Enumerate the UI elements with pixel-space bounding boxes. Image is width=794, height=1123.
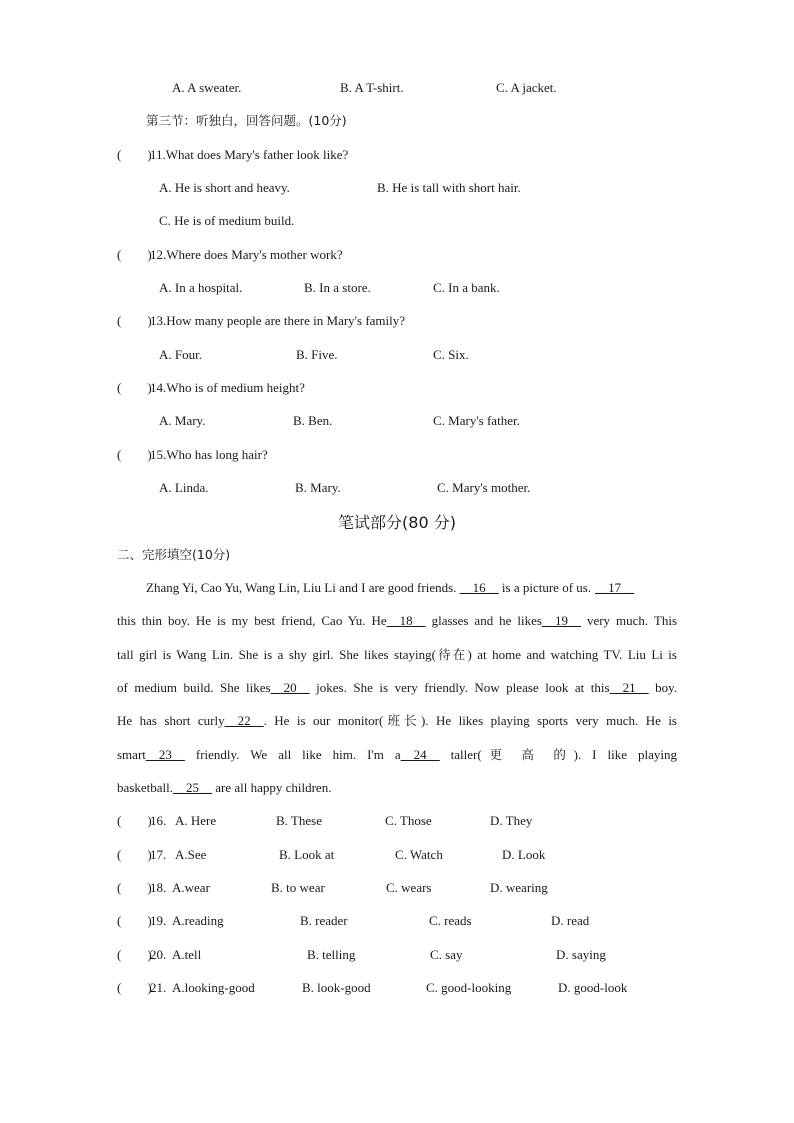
option-d: D. Look	[502, 847, 546, 862]
question-number: 19.	[150, 913, 167, 928]
answer-blank[interactable]: ( )	[117, 313, 152, 328]
answer-blank[interactable]: ( )	[117, 880, 152, 895]
question-number: 16.	[150, 813, 167, 828]
option-a: A. Linda.	[159, 480, 209, 495]
question-number: 20.	[150, 947, 167, 962]
passage-text: ). I like playing	[573, 747, 677, 762]
blank-25: __25__	[172, 780, 212, 795]
passage-line-1	[146, 580, 634, 596]
question-text: 15.Who has long hair?	[150, 447, 268, 462]
option-c: C. Watch	[395, 847, 443, 862]
question-number: 18.	[150, 880, 167, 895]
answer-blank[interactable]: ( )	[117, 947, 152, 962]
passage-line-5	[117, 713, 677, 729]
passage-text: are all happy children.	[211, 780, 332, 795]
blank-24: __24__	[400, 747, 440, 762]
answer-blank[interactable]: ( )	[117, 980, 152, 995]
answer-blank[interactable]: ( )	[117, 447, 152, 462]
blank-22: __22__	[224, 713, 264, 728]
option-d: D. saying	[556, 947, 606, 962]
option-a: A.tell	[172, 947, 202, 962]
option-b: B. Ben.	[293, 413, 333, 428]
blank-20: __20__	[270, 680, 310, 695]
passage-gloss: 待在	[435, 647, 468, 662]
answer-blank[interactable]: ( )	[117, 247, 152, 262]
option-d: D. They	[490, 813, 533, 828]
passage-text: friendly. We all like him. I'm a	[184, 747, 401, 762]
option-b: B. In a store.	[304, 280, 371, 295]
passage-text: is a picture of us.	[498, 580, 592, 595]
passage-text: Zhang Yi, Cao Yu, Wang Lin, Liu Li and I are good friends.	[146, 580, 460, 595]
written-section-title: 笔试部分(80 分)	[338, 513, 456, 532]
option-c: C. Six.	[433, 347, 469, 362]
option-b: B. Look at	[279, 847, 335, 862]
option-a: A. He is short and heavy.	[159, 180, 290, 195]
blank-21: __21__	[609, 680, 649, 695]
option-a: A.reading	[172, 913, 224, 928]
passage-text: very much. This	[580, 613, 677, 628]
option-b: B. look-good	[302, 980, 371, 995]
q10-option-a: A. A sweater.	[172, 80, 242, 95]
passage-text: He has short curly	[117, 713, 225, 728]
q10-option-b: B. A T-shirt.	[340, 80, 404, 95]
blank-18: __18__	[386, 613, 426, 628]
option-b: B. These	[276, 813, 322, 828]
option-c: C. reads	[429, 913, 472, 928]
option-a: A.See	[175, 847, 207, 862]
passage-line-6	[117, 747, 677, 763]
blank-16: __16__	[459, 580, 499, 595]
option-b: B. reader	[300, 913, 348, 928]
option-b: B. Five.	[296, 347, 338, 362]
passage-text: boy.	[648, 680, 678, 695]
option-a: A. In a hospital.	[159, 280, 243, 295]
option-d: D. wearing	[490, 880, 548, 895]
passage-line-2	[117, 613, 677, 629]
blank-23: __23__	[145, 747, 185, 762]
option-c: C. Those	[385, 813, 432, 828]
option-c: C. say	[430, 947, 463, 962]
answer-blank[interactable]: ( )	[117, 813, 152, 828]
passage-text: jokes. She is very friendly. Now please look at this	[309, 680, 610, 695]
passage-text: this thin boy. He is my best friend, Cao Yu. He	[117, 613, 387, 628]
passage-text: . He is our monitor(	[263, 713, 384, 728]
answer-blank[interactable]: ( )	[117, 913, 152, 928]
question-text: 13.How many people are there in Mary's family?	[150, 313, 406, 328]
passage-text: tall girl is Wang Lin. She is a shy girl. She likes staying(	[117, 647, 436, 662]
answer-blank[interactable]: ( )	[117, 847, 152, 862]
passage-text: basketball.	[117, 780, 173, 795]
option-c: C. Mary's mother.	[437, 480, 531, 495]
option-c: C. Mary's father.	[433, 413, 520, 428]
cloze-heading: 二、完形填空(10分)	[117, 547, 231, 562]
passage-gloss: 班长	[383, 713, 421, 728]
question-text: 11.What does Mary's father look like?	[150, 147, 349, 162]
option-a: A. Here	[175, 813, 217, 828]
option-b: B. to wear	[271, 880, 325, 895]
question-text: 12.Where does Mary's mother work?	[150, 247, 343, 262]
option-a: A.looking-good	[172, 980, 255, 995]
option-c: C. wears	[386, 880, 432, 895]
passage-gloss: 更 高 的	[481, 747, 574, 762]
option-b: B. telling	[307, 947, 356, 962]
option-a: A.wear	[172, 880, 210, 895]
question-number: 21.	[150, 980, 167, 995]
section3-heading: 第三节：听独白，回答问题。(10分)	[146, 113, 347, 128]
option-a: A. Mary.	[159, 413, 206, 428]
q10-option-c: C. A jacket.	[496, 80, 557, 95]
blank-17: __17__	[595, 580, 635, 595]
option-a: A. Four.	[159, 347, 202, 362]
option-d: D. good-look	[558, 980, 628, 995]
answer-blank[interactable]: ( )	[117, 380, 152, 395]
passage-line-7	[117, 780, 331, 796]
option-c: C. In a bank.	[433, 280, 500, 295]
passage-line-3	[117, 647, 677, 663]
passage-text: glasses and he likes	[425, 613, 542, 628]
answer-blank[interactable]: ( )	[117, 147, 152, 162]
option-c: C. good-looking	[426, 980, 512, 995]
passage-line-4	[117, 680, 677, 696]
option-d: D. read	[551, 913, 590, 928]
option-c: C. He is of medium build.	[159, 213, 295, 228]
passage-text: smart	[117, 747, 146, 762]
blank-19: __19__	[541, 613, 581, 628]
passage-text: of medium build. She likes	[117, 680, 271, 695]
option-b: B. He is tall with short hair.	[377, 180, 521, 195]
question-text: 14.Who is of medium height?	[150, 380, 305, 395]
question-number: 17.	[150, 847, 167, 862]
passage-text: taller(	[439, 747, 482, 762]
passage-text: ) at home and watching TV. Liu Li is	[467, 647, 677, 662]
passage-text: ). He likes playing sports very much. He is	[420, 713, 677, 728]
option-b: B. Mary.	[295, 480, 341, 495]
